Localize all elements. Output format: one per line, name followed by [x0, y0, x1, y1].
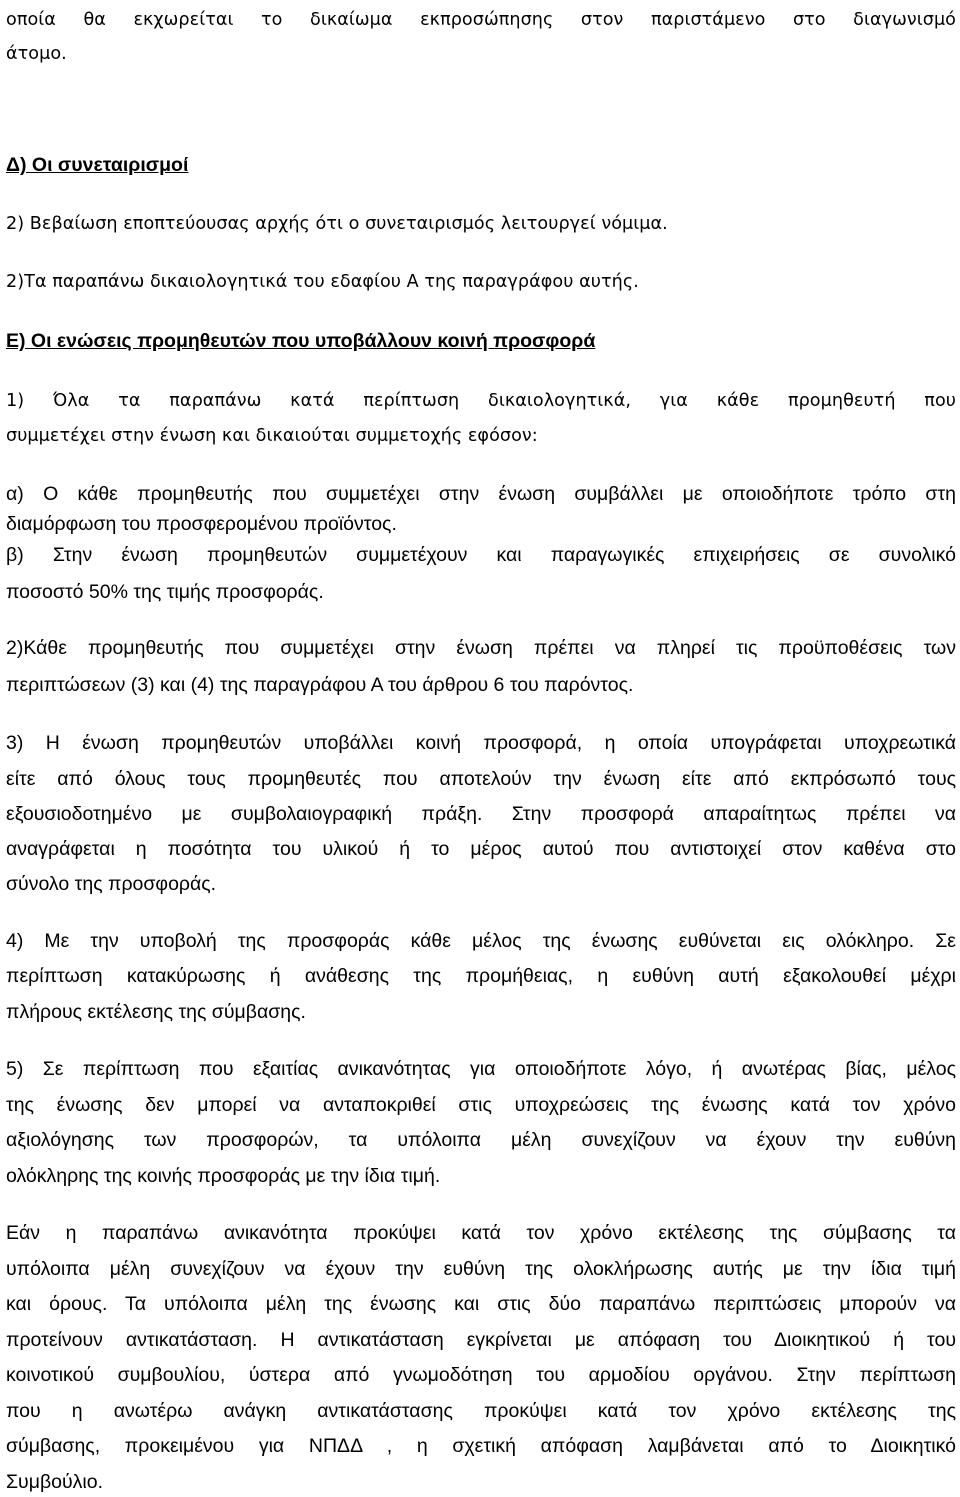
para-6-line-6: που η ανωτέρω ανάγκη αντικατάστασης προκύψει κατά τον χρόνο εκτέλεσης της: [6, 1400, 956, 1422]
para-3-line-5: σύνολο της προσφοράς.: [6, 873, 217, 895]
section-d-item-1: 2) Βεβαίωση εποπτεύουσας αρχής ότι ο συνεταιρισμός λειτουργεί νόμιμα.: [6, 214, 668, 234]
para-2-line-1: 2)Κάθε προμηθευτής που συμμετέχει στην ένωση πρέπει να πληρεί τις προϋποθέσεις των: [6, 637, 956, 659]
para-5-line-3: αξιολόγησης των προσφορών, τα υπόλοιπα μέλη συνεχίζουν να έχουν την ευθύνη: [6, 1129, 956, 1151]
para-5-line-2: της ένωσης δεν μπορεί να ανταποκριθεί στις υποχρεώσεις της ένωσης κατά τον χρόνο: [6, 1094, 956, 1116]
section-d-item-2: 2)Τα παραπάνω δικαιολογητικά του εδαφίου Α της παραγράφου αυτής.: [6, 272, 639, 292]
para-a-line-1: α) Ο κάθε προμηθευτής που συμμετέχει στην ένωση συμβάλλει με οποιοδήποτε τρόπο στη: [6, 483, 956, 505]
section-d-heading: Δ) Οι συνεταιρισμοί: [6, 154, 189, 176]
para-5-line-1: 5) Σε περίπτωση που εξαιτίας ανικανότητας για οποιοδήποτε λόγο, ή ανωτέρας βίας, μέλος: [6, 1058, 956, 1080]
para-1-line-2: συμμετέχει στην ένωση και δικαιούται συμμετοχής εφόσον:: [6, 426, 538, 446]
para-5-line-4: ολόκληρης της κοινής προσφοράς με την ίδια τιμή.: [6, 1165, 441, 1187]
para-a-line-2: διαμόρφωση του προσφερομένου προϊόντος.: [6, 513, 397, 535]
para-3-line-4: αναγράφεται η ποσότητα του υλικού ή το μέρος αυτού που αντιστοιχεί στον καθένα στο: [6, 838, 956, 860]
para-6-line-1: Εάν η παραπάνω ανικανότητα προκύψει κατά τον χρόνο εκτέλεσης της σύμβασης τα: [6, 1222, 956, 1244]
para-6-line-2: υπόλοιπα μέλη συνεχίζουν να έχουν την ευθύνη της ολοκλήρωσης αυτής με την ίδια τιμή: [6, 1258, 956, 1280]
intro-line-2: άτομο.: [6, 44, 67, 64]
para-3-line-2: είτε από όλους τους προμηθευτές που αποτελούν την ένωση είτε από εκπρόσωπό τους: [6, 768, 956, 790]
para-3-line-3: εξουσιοδοτημένο με συμβολαιογραφική πράξη. Στην προσφορά απαραίτητως πρέπει να: [6, 803, 956, 825]
para-4-line-2: περίπτωση κατακύρωσης ή ανάθεσης της προμήθειας, η ευθύνη αυτή εξακολουθεί μέχρι: [6, 965, 956, 987]
para-6-line-5: κοινοτικού συμβουλίου, ύστερα από γνωμοδότηση του αρμοδίου οργάνου. Στην περίπτωση: [6, 1364, 956, 1386]
para-6-line-7: σύμβασης, προκειμένου για ΝΠΔΔ , η σχετική απόφαση λαμβάνεται από το Διοικητικό: [6, 1435, 956, 1457]
para-b-line-2: ποσοστό 50% της τιμής προσφοράς.: [6, 581, 324, 603]
para-6-line-8: Συμβούλιο.: [6, 1471, 104, 1493]
para-1-line-1: 1) Όλα τα παραπάνω κατά περίπτωση δικαιολογητικά, για κάθε προμηθευτή που: [6, 391, 956, 411]
para-4-line-1: 4) Με την υποβολή της προσφοράς κάθε μέλος της ένωσης ευθύνεται εις ολόκληρο. Σε: [6, 930, 956, 952]
para-2-line-2: περιπτώσεων (3) και (4) της παραγράφου Α του άρθρου 6 του παρόντος.: [6, 674, 634, 696]
para-6-line-4: προτείνουν αντικατάσταση. Η αντικατάσταση εγκρίνεται με απόφαση του Διοικητικού ή του: [6, 1329, 956, 1351]
para-b-line-1: β) Στην ένωση προμηθευτών συμμετέχουν και παραγωγικές επιχειρήσεις σε συνολικό: [6, 544, 956, 566]
para-4-line-3: πλήρους εκτέλεσης της σύμβασης.: [6, 1001, 306, 1023]
para-6-line-3: και όρους. Τα υπόλοιπα μέλη της ένωσης και στις δύο παραπάνω περιπτώσεις μπορούν να: [6, 1293, 956, 1315]
section-e-heading: Ε) Οι ενώσεις προμηθευτών που υποβάλλουν κοινή προσφορά: [6, 330, 596, 352]
para-3-line-1: 3) Η ένωση προμηθευτών υποβάλλει κοινή προσφορά, η οποία υπογράφεται υποχρεωτικά: [6, 732, 956, 754]
intro-line-1: οποία θα εκχωρείται το δικαίωμα εκπροσώπησης στον παριστάμενο στο διαγωνισμό: [6, 10, 956, 30]
